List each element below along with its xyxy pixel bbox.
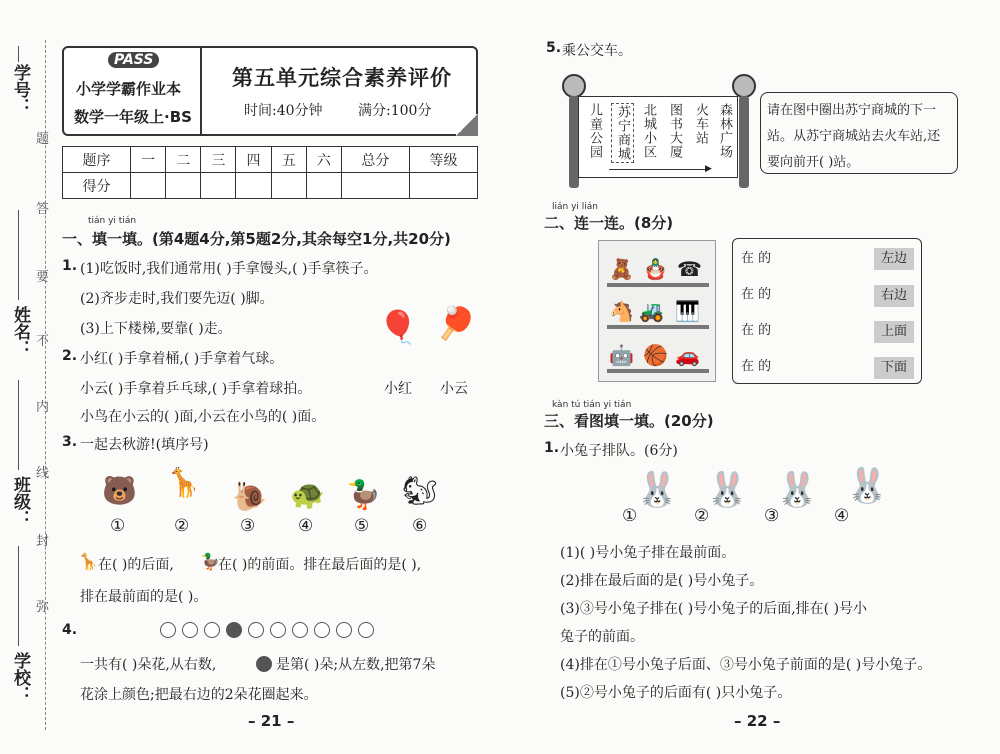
flower-icon[interactable] bbox=[292, 622, 308, 638]
name-label: 姓名： bbox=[10, 306, 30, 357]
filled-flower-icon bbox=[256, 656, 272, 672]
class-label: 班级： bbox=[10, 476, 30, 527]
toy-tractor-icon: 🚜 bbox=[639, 299, 664, 323]
duck-small-icon: 🦆 bbox=[200, 552, 220, 571]
q3-line1-a: 在( )的后面, bbox=[98, 557, 174, 573]
seal-char: 不 bbox=[36, 334, 50, 349]
shelf-board bbox=[607, 283, 709, 287]
animal-number: ⑤ bbox=[354, 516, 370, 536]
seal-char: 线 bbox=[36, 466, 50, 481]
stop-name[interactable]: 火车站 bbox=[693, 103, 708, 145]
bear-icon: 🐻 bbox=[102, 474, 137, 507]
shelf-board bbox=[607, 369, 709, 373]
flower-icon[interactable] bbox=[358, 622, 374, 638]
girl-label-xiaohong: 小红 bbox=[384, 381, 412, 397]
rabbit-number: ① bbox=[622, 506, 638, 526]
page-number-left: – 21 – bbox=[248, 712, 295, 730]
grade-label: 数学一年级上·BS bbox=[74, 108, 192, 126]
girl-xiaohong-illustration: 🎈 bbox=[378, 308, 418, 346]
q5-instruction-box: 请在图中圈出苏宁商城的下一站。从苏宁商城站去火车站,还要向前开( )站。 bbox=[760, 92, 958, 174]
arrow-head-icon: ▶ bbox=[705, 164, 712, 174]
q4-line2: 花涂上颜色;把最右边的2朵花圈起来。 bbox=[80, 687, 318, 703]
page-fold-icon bbox=[456, 114, 478, 136]
r1-q5: (5)②号小兔子的后面有( )只小兔子。 bbox=[560, 685, 792, 701]
score-input-cell[interactable] bbox=[130, 173, 165, 199]
rabbit-number: ③ bbox=[764, 506, 780, 526]
r1-q3-cont: 兔子的前面。 bbox=[560, 629, 644, 645]
filled-flower-icon[interactable] bbox=[226, 622, 242, 638]
animal-number: ④ bbox=[298, 516, 314, 536]
seal-char: 封 bbox=[36, 534, 50, 549]
duck-icon: 🦆 bbox=[346, 478, 381, 511]
q1-part1: (1)吃饭时,我们通常用( )手拿馒头,( )手拿筷子。 bbox=[80, 261, 378, 277]
animal-number: ① bbox=[110, 516, 126, 536]
q4-line1-b: 是第( )朵;从左数,把第7朵 bbox=[276, 657, 436, 673]
score-input-cell[interactable] bbox=[271, 173, 306, 199]
student-id-line bbox=[18, 46, 19, 62]
match-item[interactable]: 在 的 bbox=[741, 323, 772, 338]
flower-icon[interactable] bbox=[314, 622, 330, 638]
telephone-icon: ☎ bbox=[677, 257, 702, 281]
q3-line1-b: 在( )的前面。排在最后面的是( ), bbox=[218, 557, 422, 573]
seal-char: 题 bbox=[36, 132, 50, 147]
animal-number: ② bbox=[174, 516, 190, 536]
score-input-cell[interactable] bbox=[166, 173, 201, 199]
section2-title: 二、连一连。(8分) bbox=[544, 214, 674, 232]
score-table bbox=[62, 146, 478, 199]
pass-logo: PASS bbox=[108, 52, 159, 68]
score-table-header-row bbox=[63, 147, 478, 173]
score-table-cell: 五 bbox=[271, 147, 306, 173]
stop-name[interactable]: 森林广场 bbox=[717, 103, 732, 159]
score-input-cell[interactable] bbox=[201, 173, 236, 199]
match-answer[interactable]: 上面 bbox=[874, 321, 914, 343]
q1-number: 1. bbox=[62, 258, 78, 274]
q3-title: 一起去秋游!(填序号) bbox=[80, 437, 209, 453]
q3-line2: 排在最前面的是( )。 bbox=[80, 589, 208, 605]
squirrel-icon: 🐿 bbox=[402, 474, 438, 507]
score-table-cell: 二 bbox=[166, 147, 201, 173]
section1-title: 一、填一填。(第4题4分,第5题2分,其余每空1分,共20分) bbox=[62, 230, 451, 248]
match-item[interactable]: 在 的 bbox=[741, 287, 772, 302]
header-box bbox=[62, 46, 478, 136]
q2-number: 2. bbox=[62, 348, 78, 364]
r1-q2: (2)排在最后面的是( )号小兔子。 bbox=[560, 573, 764, 589]
rabbit-icon: 🐰 bbox=[636, 470, 679, 510]
flower-icon[interactable] bbox=[248, 622, 264, 638]
score-table-cell: 四 bbox=[236, 147, 271, 173]
flower-icon[interactable] bbox=[336, 622, 352, 638]
match-answer[interactable]: 下面 bbox=[874, 357, 914, 379]
bus-sign-left-cap bbox=[562, 74, 586, 98]
series-name: 小学学霸作业本 bbox=[76, 80, 182, 98]
flower-icon[interactable] bbox=[160, 622, 176, 638]
match-item[interactable]: 在 的 bbox=[741, 251, 772, 266]
page-number-right: – 22 – bbox=[734, 712, 781, 730]
rabbit-number: ④ bbox=[834, 506, 850, 526]
score-table-cell: 六 bbox=[306, 147, 341, 173]
match-answer[interactable]: 右边 bbox=[874, 285, 914, 307]
score-table-cell: 三 bbox=[201, 147, 236, 173]
seal-char: 要 bbox=[36, 270, 50, 285]
girl-label-xiaoyun: 小云 bbox=[440, 381, 468, 397]
stop-name[interactable]: 图书大厦 bbox=[667, 103, 682, 159]
snail-icon: 🐌 bbox=[232, 480, 267, 513]
toy-car-icon: 🚗 bbox=[675, 343, 700, 367]
full-score: 满分:100分 bbox=[358, 103, 432, 119]
q1-part3: (3)上下楼梯,要靠( )走。 bbox=[80, 321, 232, 337]
section1-pinyin: tián yi tián bbox=[88, 216, 137, 226]
seal-char: 内 bbox=[36, 400, 50, 415]
bus-sign-right-cap bbox=[732, 74, 756, 98]
r1-q1: (1)( )号小兔子排在最前面。 bbox=[560, 545, 736, 561]
school-label: 学校： bbox=[10, 652, 30, 703]
shelf-board bbox=[607, 325, 709, 329]
section3-pinyin: kàn tú tián yi tián bbox=[552, 400, 632, 410]
score-input-cell[interactable] bbox=[236, 173, 271, 199]
match-answer[interactable]: 左边 bbox=[874, 248, 914, 270]
q2-line3: 小鸟在小云的( )面,小云在小鸟的( )面。 bbox=[80, 409, 326, 425]
toy-shelf-illustration bbox=[598, 240, 716, 382]
score-table-cell: 得分 bbox=[63, 173, 131, 199]
rabbit-icon: 🐰 bbox=[846, 466, 889, 506]
match-item[interactable]: 在 的 bbox=[741, 359, 772, 374]
r1-q3: (3)③号小兔子排在( )号小兔子的后面,排在( )号小 bbox=[560, 601, 868, 617]
giraffe-icon: 🦒 bbox=[166, 466, 201, 499]
doll-icon: 🪆 bbox=[643, 257, 668, 281]
r1-q4: (4)排在①号小兔子后面、③号小兔子前面的是( )号小兔子。 bbox=[560, 657, 932, 673]
direction-arrow bbox=[609, 169, 709, 170]
rabbit-icon: 🐰 bbox=[776, 470, 819, 510]
q4-number: 4. bbox=[62, 622, 78, 638]
stop-name[interactable]: 儿童公园 bbox=[587, 103, 602, 159]
animal-number: ③ bbox=[240, 516, 256, 536]
q4-line1-a: 一共有( )朵花,从右数, bbox=[80, 657, 217, 673]
class-line bbox=[18, 380, 19, 470]
keyboard-icon: 🎹 bbox=[675, 299, 700, 323]
section3-title: 三、看图填一填。(20分) bbox=[544, 412, 714, 430]
score-table-cell: 总分 bbox=[341, 147, 409, 173]
rabbit-icon: 🐰 bbox=[706, 470, 749, 510]
rocking-horse-icon: 🐴 bbox=[609, 299, 634, 323]
school-line bbox=[18, 546, 19, 646]
bus-stop-sign bbox=[578, 96, 738, 178]
q2-line2: 小云( )手拿着乒乓球,( )手拿着球拍。 bbox=[80, 381, 312, 397]
q3-number: 3. bbox=[62, 434, 78, 450]
score-input-cell[interactable] bbox=[409, 173, 477, 199]
q1-part2: (2)齐步走时,我们要先迈( )脚。 bbox=[80, 291, 274, 307]
q5-number: 5. bbox=[546, 40, 562, 56]
header-left-panel bbox=[64, 48, 202, 134]
flower-icon[interactable] bbox=[270, 622, 286, 638]
section2-pinyin: lián yi lián bbox=[552, 202, 598, 212]
score-table-cell: 题序 bbox=[63, 147, 131, 173]
stop-name-highlighted[interactable]: 苏宁商城 bbox=[611, 103, 634, 163]
robot-icon: 🤖 bbox=[609, 343, 634, 367]
name-line bbox=[18, 210, 19, 300]
q5-title: 乘公交车。 bbox=[562, 43, 632, 59]
page-title: 第五单元综合素养评价 bbox=[232, 66, 452, 90]
basketball-icon: 🏀 bbox=[643, 343, 668, 367]
stop-name[interactable]: 北城小区 bbox=[641, 103, 656, 159]
giraffe-small-icon: 🦒 bbox=[78, 552, 98, 571]
seal-char: 弥 bbox=[36, 600, 50, 615]
animal-number: ⑥ bbox=[412, 516, 428, 536]
rabbit-number: ② bbox=[694, 506, 710, 526]
time-limit: 时间:40分钟 bbox=[244, 103, 323, 119]
r1-number: 1. bbox=[544, 440, 560, 456]
student-id-label: 学号： bbox=[10, 64, 30, 115]
flower-icon[interactable] bbox=[204, 622, 220, 638]
score-table-cell: 一 bbox=[130, 147, 165, 173]
bus-sign-right-post bbox=[739, 96, 749, 188]
girl-xiaoyun-illustration: 🏓 bbox=[436, 304, 476, 342]
score-table-cell: 等级 bbox=[409, 147, 477, 173]
q2-line1: 小红( )手拿着桶,( )手拿着气球。 bbox=[80, 351, 284, 367]
score-input-cell[interactable] bbox=[341, 173, 409, 199]
turtle-icon: 🐢 bbox=[290, 478, 325, 511]
teddy-bear-icon: 🧸 bbox=[609, 257, 634, 281]
flower-icon[interactable] bbox=[182, 622, 198, 638]
score-input-cell[interactable] bbox=[306, 173, 341, 199]
seal-char: 答 bbox=[36, 202, 50, 217]
r1-title: 小兔子排队。(6分) bbox=[560, 443, 678, 459]
score-table-score-row bbox=[63, 173, 478, 199]
